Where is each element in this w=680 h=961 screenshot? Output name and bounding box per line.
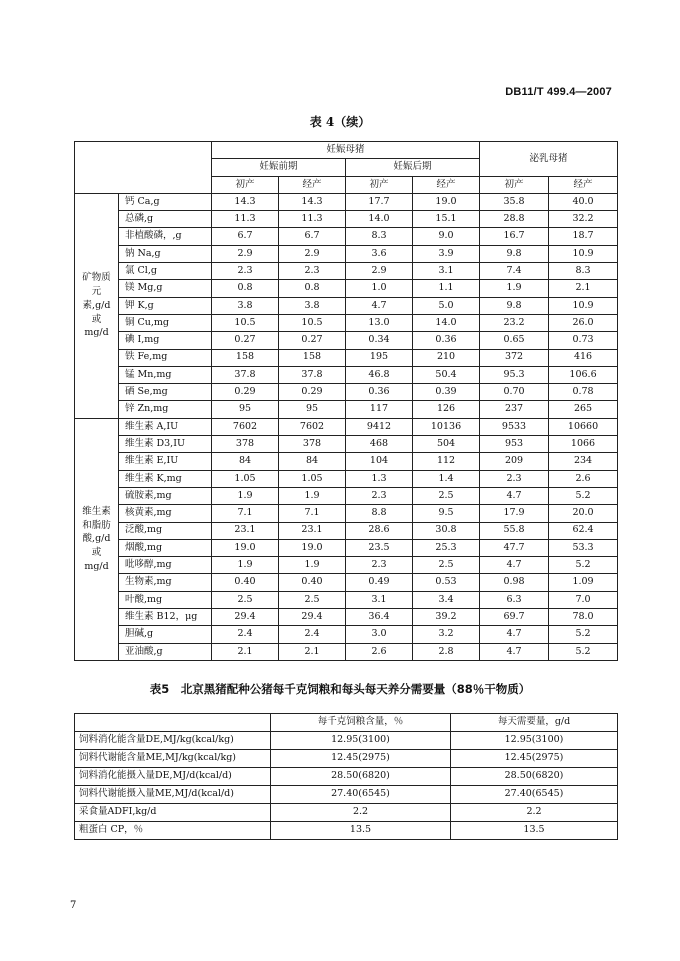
value-cell: 6.7 — [279, 228, 346, 245]
value-cell: 15.1 — [413, 211, 480, 228]
table-row — [75, 539, 618, 556]
header-parity: 初产 — [212, 176, 279, 193]
value-cell: 0.27 — [279, 332, 346, 349]
value-cell: 265 — [549, 401, 618, 418]
value-cell: 126 — [413, 401, 480, 418]
nutrient-name: 碘 I,mg — [119, 332, 212, 349]
nutrient-name: 饲料代谢能含量ME,MJ/kg(kcal/kg) — [75, 750, 271, 768]
value-cell: 2.1 — [279, 643, 346, 660]
value-cell: 28.6 — [346, 522, 413, 539]
value-cell: 25.3 — [413, 539, 480, 556]
value-cell: 3.8 — [279, 297, 346, 314]
page-number: 7 — [70, 900, 77, 911]
value-cell: 1066 — [549, 436, 618, 453]
value-cell: 14.0 — [413, 314, 480, 331]
value-cell: 0.8 — [279, 280, 346, 297]
value-cell: 20.0 — [549, 505, 618, 522]
nutrient-name: 核黄素,mg — [119, 505, 212, 522]
value-cell: 95.3 — [480, 366, 549, 383]
value-cell: 5.2 — [549, 487, 618, 504]
value-cell: 2.2 — [271, 804, 451, 822]
table-row — [75, 245, 618, 262]
nutrient-name: 维生素 K,mg — [119, 470, 212, 487]
value-cell: 50.4 — [413, 366, 480, 383]
nutrient-name: 钙 Ca,g — [119, 193, 212, 210]
nutrient-name: 锰 Mn,mg — [119, 366, 212, 383]
value-cell: 53.3 — [549, 539, 618, 556]
value-cell: 46.8 — [346, 366, 413, 383]
value-cell: 0.65 — [480, 332, 549, 349]
value-cell: 2.5 — [279, 591, 346, 608]
value-cell: 210 — [413, 349, 480, 366]
value-cell: 47.7 — [480, 539, 549, 556]
nutrient-name: 维生素 A,IU — [119, 418, 212, 435]
value-cell: 158 — [279, 349, 346, 366]
header-early-gestation: 妊娠前期 — [212, 159, 346, 176]
table4-title: 表 4（续） — [309, 115, 371, 129]
value-cell: 10.5 — [279, 314, 346, 331]
value-cell: 2.6 — [346, 643, 413, 660]
value-cell: 11.3 — [279, 211, 346, 228]
table-row — [75, 804, 618, 822]
table-row — [75, 280, 618, 297]
value-cell: 2.1 — [212, 643, 279, 660]
header-lactating-sow: 泌乳母猪 — [480, 142, 618, 177]
table-row — [75, 768, 618, 786]
value-cell: 5.2 — [549, 557, 618, 574]
group-label-line: 和脂肪 — [82, 519, 111, 531]
value-cell: 4.7 — [480, 643, 549, 660]
value-cell: 0.34 — [346, 332, 413, 349]
table-row — [75, 557, 618, 574]
group-label-line: 素,g/d — [82, 299, 111, 311]
value-cell: 1.4 — [413, 470, 480, 487]
value-cell: 1.9 — [480, 280, 549, 297]
value-cell: 23.2 — [480, 314, 549, 331]
value-cell: 1.05 — [279, 470, 346, 487]
value-cell: 35.8 — [480, 193, 549, 210]
table5-header-per-day: 每天需要量，g/d — [451, 714, 618, 732]
table-row — [75, 263, 618, 280]
value-cell: 17.9 — [480, 505, 549, 522]
group-label-line: 或 — [91, 547, 102, 559]
value-cell: 19.0 — [212, 539, 279, 556]
header-parity: 经产 — [413, 176, 480, 193]
value-cell: 504 — [413, 436, 480, 453]
value-cell: 3.6 — [346, 245, 413, 262]
value-cell: 29.4 — [212, 609, 279, 626]
value-cell: 14.3 — [279, 193, 346, 210]
table-row — [75, 436, 618, 453]
nutrient-name: 烟酸,mg — [119, 539, 212, 556]
value-cell: 11.3 — [212, 211, 279, 228]
value-cell: 7.4 — [480, 263, 549, 280]
nutrient-name: 硒 Se,mg — [119, 384, 212, 401]
nutrient-name: 亚油酸,g — [119, 643, 212, 660]
value-cell: 55.8 — [480, 522, 549, 539]
table-row — [75, 470, 618, 487]
table-row — [75, 349, 618, 366]
group-label-line: 元 — [91, 286, 102, 298]
value-cell: 7.1 — [279, 505, 346, 522]
value-cell: 117 — [346, 401, 413, 418]
value-cell: 2.9 — [346, 263, 413, 280]
nutrient-name: 钠 Na,g — [119, 245, 212, 262]
nutrient-name: 采食量ADFI,kg/d — [75, 804, 271, 822]
value-cell: 2.3 — [346, 557, 413, 574]
value-cell: 2.9 — [212, 245, 279, 262]
nutrient-name: 泛酸,mg — [119, 522, 212, 539]
value-cell: 0.8 — [212, 280, 279, 297]
value-cell: 84 — [279, 453, 346, 470]
table-row — [75, 643, 618, 660]
group-label — [75, 418, 119, 660]
table-row — [75, 626, 618, 643]
value-cell: 0.78 — [549, 384, 618, 401]
value-cell: 3.0 — [346, 626, 413, 643]
table-row — [75, 609, 618, 626]
table-row — [75, 487, 618, 504]
value-cell: 0.98 — [480, 574, 549, 591]
value-cell: 12.45(2975) — [271, 750, 451, 768]
table-row — [75, 732, 618, 750]
value-cell: 39.2 — [413, 609, 480, 626]
value-cell: 0.27 — [212, 332, 279, 349]
value-cell: 2.4 — [279, 626, 346, 643]
value-cell: 0.29 — [279, 384, 346, 401]
value-cell: 5.2 — [549, 643, 618, 660]
nutrient-name: 锌 Zn,mg — [119, 401, 212, 418]
value-cell: 6.7 — [212, 228, 279, 245]
value-cell: 40.0 — [549, 193, 618, 210]
value-cell: 0.70 — [480, 384, 549, 401]
value-cell: 23.1 — [279, 522, 346, 539]
group-label-line: mg/d — [84, 560, 109, 572]
table-row — [75, 574, 618, 591]
value-cell: 23.1 — [212, 522, 279, 539]
value-cell: 1.9 — [212, 487, 279, 504]
value-cell: 9.8 — [480, 245, 549, 262]
value-cell: 14.3 — [212, 193, 279, 210]
value-cell: 10660 — [549, 418, 618, 435]
nutrient-name: 叶酸,mg — [119, 591, 212, 608]
value-cell: 37.8 — [212, 366, 279, 383]
value-cell: 3.9 — [413, 245, 480, 262]
value-cell: 17.7 — [346, 193, 413, 210]
value-cell: 0.36 — [413, 332, 480, 349]
value-cell: 0.39 — [413, 384, 480, 401]
value-cell: 9.0 — [413, 228, 480, 245]
header-parity: 初产 — [346, 176, 413, 193]
value-cell: 9533 — [480, 418, 549, 435]
value-cell: 19.0 — [413, 193, 480, 210]
value-cell: 209 — [480, 453, 549, 470]
value-cell: 195 — [346, 349, 413, 366]
value-cell: 18.7 — [549, 228, 618, 245]
table5-header-per-kg: 每千克饲粮含量，％ — [271, 714, 451, 732]
table-row — [75, 505, 618, 522]
value-cell: 6.3 — [480, 591, 549, 608]
value-cell: 13.0 — [346, 314, 413, 331]
value-cell: 416 — [549, 349, 618, 366]
table-row — [75, 314, 618, 331]
value-cell: 7602 — [279, 418, 346, 435]
header-late-gestation: 妊娠后期 — [346, 159, 480, 176]
value-cell: 0.40 — [279, 574, 346, 591]
value-cell: 112 — [413, 453, 480, 470]
value-cell: 4.7 — [346, 297, 413, 314]
group-label-line: 酸,g/d — [82, 533, 111, 545]
value-cell: 7.1 — [212, 505, 279, 522]
value-cell: 62.4 — [549, 522, 618, 539]
table-row — [75, 297, 618, 314]
value-cell: 37.8 — [279, 366, 346, 383]
value-cell: 5.2 — [549, 626, 618, 643]
table-row — [75, 366, 618, 383]
value-cell: 4.7 — [480, 626, 549, 643]
value-cell: 3.8 — [212, 297, 279, 314]
value-cell: 1.05 — [212, 470, 279, 487]
value-cell: 27.40(6545) — [451, 786, 618, 804]
value-cell: 8.3 — [549, 263, 618, 280]
value-cell: 2.9 — [279, 245, 346, 262]
value-cell: 8.3 — [346, 228, 413, 245]
nutrient-name: 总磷,g — [119, 211, 212, 228]
value-cell: 3.1 — [346, 591, 413, 608]
value-cell: 3.4 — [413, 591, 480, 608]
value-cell: 1.9 — [279, 487, 346, 504]
value-cell: 0.73 — [549, 332, 618, 349]
table-row — [75, 228, 618, 245]
value-cell: 78.0 — [549, 609, 618, 626]
value-cell: 2.5 — [413, 557, 480, 574]
nutrient-name: 粗蛋白 CP，％ — [75, 822, 271, 840]
value-cell: 4.7 — [480, 557, 549, 574]
value-cell: 5.0 — [413, 297, 480, 314]
table-row — [75, 401, 618, 418]
header-parity: 经产 — [549, 176, 618, 193]
value-cell: 0.49 — [346, 574, 413, 591]
value-cell: 8.8 — [346, 505, 413, 522]
value-cell: 1.3 — [346, 470, 413, 487]
nutrient-name: 维生素 D3,IU — [119, 436, 212, 453]
document-id: DB11/T 499.4—2007 — [505, 86, 612, 98]
value-cell: 234 — [549, 453, 618, 470]
value-cell: 2.3 — [480, 470, 549, 487]
table-row — [75, 822, 618, 840]
value-cell: 7.0 — [549, 591, 618, 608]
nutrient-name: 氯 Cl,g — [119, 263, 212, 280]
nutrient-name: 维生素 B12，μg — [119, 609, 212, 626]
value-cell: 2.8 — [413, 643, 480, 660]
table4-corner-cell — [75, 142, 212, 194]
value-cell: 12.95(3100) — [451, 732, 618, 750]
header-parity: 经产 — [279, 176, 346, 193]
value-cell: 468 — [346, 436, 413, 453]
value-cell: 27.40(6545) — [271, 786, 451, 804]
value-cell: 14.0 — [346, 211, 413, 228]
value-cell: 28.50(6820) — [271, 768, 451, 786]
value-cell: 953 — [480, 436, 549, 453]
nutrient-name: 铜 Cu,mg — [119, 314, 212, 331]
value-cell: 0.53 — [413, 574, 480, 591]
table5-corner-cell — [75, 714, 271, 732]
value-cell: 10.9 — [549, 297, 618, 314]
value-cell: 1.1 — [413, 280, 480, 297]
value-cell: 13.5 — [271, 822, 451, 840]
value-cell: 2.5 — [212, 591, 279, 608]
table-row — [75, 211, 618, 228]
value-cell: 2.4 — [212, 626, 279, 643]
value-cell: 2.5 — [413, 487, 480, 504]
value-cell: 106.6 — [549, 366, 618, 383]
value-cell: 26.0 — [549, 314, 618, 331]
nutrient-name: 钾 K,g — [119, 297, 212, 314]
nutrient-name: 胆碱,g — [119, 626, 212, 643]
table-row — [75, 418, 618, 435]
value-cell: 13.5 — [451, 822, 618, 840]
value-cell: 7602 — [212, 418, 279, 435]
nutrient-name: 饲料消化能摄入量DE,MJ/d(kcal/d) — [75, 768, 271, 786]
value-cell: 158 — [212, 349, 279, 366]
table-row — [75, 522, 618, 539]
value-cell: 2.2 — [451, 804, 618, 822]
value-cell: 237 — [480, 401, 549, 418]
value-cell: 12.95(3100) — [271, 732, 451, 750]
nutrient-name: 维生素 E,IU — [119, 453, 212, 470]
nutrient-name: 铁 Fe,mg — [119, 349, 212, 366]
value-cell: 4.7 — [480, 487, 549, 504]
nutrient-name: 饲料代谢能摄入量ME,MJ/d(kcal/d) — [75, 786, 271, 804]
value-cell: 2.3 — [279, 263, 346, 280]
table4 — [74, 141, 618, 661]
nutrient-name: 镁 Mg,g — [119, 280, 212, 297]
nutrient-name: 生物素,mg — [119, 574, 212, 591]
value-cell: 9.5 — [413, 505, 480, 522]
value-cell: 19.0 — [279, 539, 346, 556]
group-label — [75, 193, 119, 418]
value-cell: 32.2 — [549, 211, 618, 228]
value-cell: 10.5 — [212, 314, 279, 331]
table-row — [75, 193, 618, 210]
table5-title: 表5 北京黑猪配种公猪每千克饲粮和每头每天养分需要量（88％干物质） — [149, 682, 531, 696]
group-label-line: 或 — [91, 313, 102, 325]
value-cell: 28.8 — [480, 211, 549, 228]
table-row — [75, 384, 618, 401]
value-cell: 1.09 — [549, 574, 618, 591]
header-parity: 初产 — [480, 176, 549, 193]
value-cell: 9412 — [346, 418, 413, 435]
value-cell: 2.3 — [346, 487, 413, 504]
value-cell: 9.8 — [480, 297, 549, 314]
table-row — [75, 591, 618, 608]
header-pregnant-sow: 妊娠母猪 — [212, 142, 480, 159]
value-cell: 69.7 — [480, 609, 549, 626]
value-cell: 16.7 — [480, 228, 549, 245]
nutrient-name: 吡哆醇,mg — [119, 557, 212, 574]
value-cell: 104 — [346, 453, 413, 470]
value-cell: 1.9 — [212, 557, 279, 574]
value-cell: 23.5 — [346, 539, 413, 556]
table-row — [75, 786, 618, 804]
value-cell: 2.3 — [212, 263, 279, 280]
value-cell: 95 — [212, 401, 279, 418]
table-row — [75, 332, 618, 349]
value-cell: 378 — [212, 436, 279, 453]
nutrient-name: 非植酸磷，,g — [119, 228, 212, 245]
value-cell: 95 — [279, 401, 346, 418]
group-label-line: 矿物质 — [82, 272, 111, 284]
value-cell: 1.0 — [346, 280, 413, 297]
table-row — [75, 750, 618, 768]
group-label-line: 维生素 — [82, 505, 111, 517]
value-cell: 2.6 — [549, 470, 618, 487]
value-cell: 3.2 — [413, 626, 480, 643]
nutrient-name: 硫胺素,mg — [119, 487, 212, 504]
value-cell: 36.4 — [346, 609, 413, 626]
value-cell: 30.8 — [413, 522, 480, 539]
value-cell: 10136 — [413, 418, 480, 435]
value-cell: 84 — [212, 453, 279, 470]
value-cell: 10.9 — [549, 245, 618, 262]
value-cell: 28.50(6820) — [451, 768, 618, 786]
value-cell: 378 — [279, 436, 346, 453]
nutrient-name: 饲料消化能含量DE,MJ/kg(kcal/kg) — [75, 732, 271, 750]
group-label-line: mg/d — [84, 327, 109, 339]
value-cell: 29.4 — [279, 609, 346, 626]
value-cell: 0.40 — [212, 574, 279, 591]
value-cell: 2.1 — [549, 280, 618, 297]
value-cell: 0.29 — [212, 384, 279, 401]
table-row — [75, 453, 618, 470]
value-cell: 372 — [480, 349, 549, 366]
value-cell: 1.9 — [279, 557, 346, 574]
value-cell: 0.36 — [346, 384, 413, 401]
value-cell: 3.1 — [413, 263, 480, 280]
table5 — [74, 713, 618, 840]
value-cell: 12.45(2975) — [451, 750, 618, 768]
